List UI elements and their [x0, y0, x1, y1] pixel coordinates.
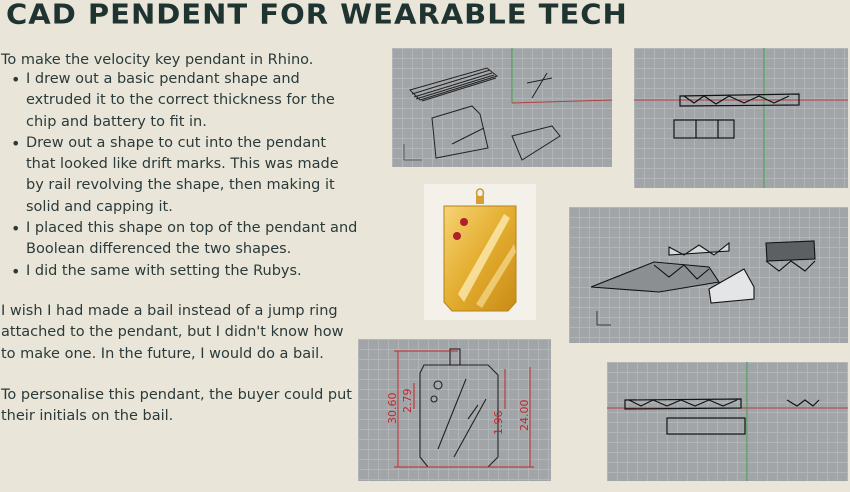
step-item: • I did the same with setting the Rubys.	[8, 261, 358, 282]
cad-viewport-perspective-middle	[569, 207, 848, 343]
dimension-label: 24.00	[518, 399, 531, 431]
step-item: • I placed this shape on top of the pendant and Boolean differenced the two shapes.	[8, 218, 358, 261]
cad-dimension-drawing	[358, 339, 551, 481]
dimension-label: 30.60	[386, 392, 399, 424]
intro-text: To make the velocity key pendant in Rhino.	[1, 52, 314, 68]
page-title: CAD PENDENT FOR WEARABLE TECH	[6, 0, 628, 31]
step-item: • I drew out a basic pendant shape and extruded it to the correct thickness for the chip and battery to fit in.	[8, 69, 358, 133]
cad-viewport-front-bottom	[607, 362, 848, 481]
step-item: • Drew out a shape to cut into the pendant that looked like drift marks. This was made by rail revolving the shape, then making it solid and capping it.	[8, 133, 358, 218]
dimension-label: 1.96	[492, 410, 505, 435]
cad-viewport-front-top	[634, 48, 848, 188]
cad-viewport-perspective-top	[392, 48, 612, 167]
steps-list	[8, 69, 358, 282]
pendant-render	[424, 184, 536, 320]
dimension-label: 2.79	[401, 388, 414, 413]
reflection-paragraph: I wish I had made a bail instead of a jump ring attached to the pendant, but I didn't know how to make one. In the future, I would do a bail.	[1, 303, 344, 362]
personalisation-paragraph: To personalise this pendant, the buyer could put their initials on the bail.	[1, 387, 352, 425]
